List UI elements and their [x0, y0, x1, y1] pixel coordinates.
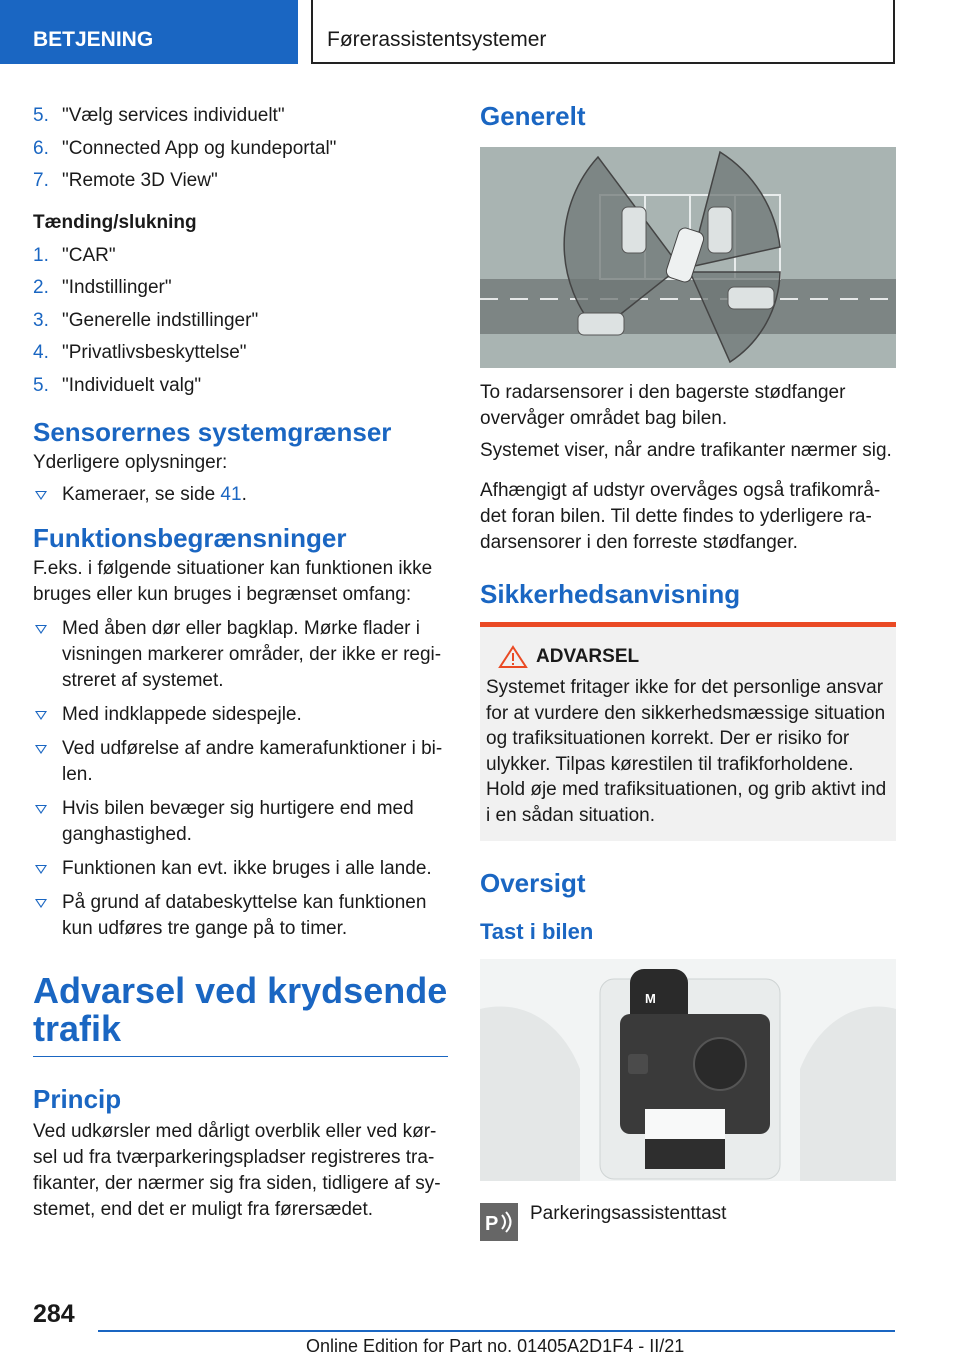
triangle-bullet-icon [35, 865, 47, 874]
list-item: Med indklappede sidespejle. [33, 702, 448, 728]
safety-heading: Sikkerhedsanvisning [480, 579, 741, 609]
footer-divider [98, 1330, 895, 1332]
warning-triangle-icon [498, 645, 528, 669]
parking-button-row [480, 1203, 896, 1241]
list-item: 3. "Generelle indstillinger" [33, 309, 259, 331]
header-chapter-label: Førerassistentsystemer [327, 28, 547, 51]
list-item: Funktionen kan evt. ikke bruges i alle lande. [33, 856, 448, 882]
left-column [33, 100, 448, 1223]
page-link[interactable]: 41 [220, 484, 242, 505]
list-item: Kameraer, se side 41. [33, 482, 448, 508]
triangle-bullet-icon [35, 625, 47, 634]
list-item: På grund af databeskyttelse kan funktionen kun udføres tre gange på to timer. [33, 890, 448, 942]
sensor-limits-list [33, 482, 448, 508]
radar-zones-illustration [480, 147, 896, 368]
triangle-bullet-icon [35, 491, 47, 500]
principle-text: Ved udkørsler med dårligt overblik eller ved kørsel ud fra tværparkeringspladser registreres trafikanter, der nærmer sig fra siden, tidligere af systemet, end det er muligt fra førersædet. [33, 1121, 441, 1220]
list-item: Med åben dør eller bagklap. Mørke flader i visningen markerer områder, der ikke er registreret af systemet. [33, 616, 448, 694]
general-paragraph-3: Afhængigt af udstyr overvåges også trafikområdet foran bilen. Til dette findes to yderligere radarsensorer i den forreste stødfanger. [480, 480, 881, 553]
onoff-subheading: Tænding/slukning [33, 211, 197, 233]
list-item: 7. "Remote 3D View" [33, 170, 218, 191]
header-chapter-tab [311, 0, 895, 64]
list-item: 6. "Connected App og kundeportal" [33, 137, 337, 159]
general-paragraph-2: Systemet viser, når andre trafikanter nærmer sig. [480, 440, 892, 461]
triangle-bullet-icon [35, 745, 47, 754]
svg-text:P: P [485, 1212, 499, 1235]
list-item: Hvis bilen bevæger sig hurtigere end med ganghastighed. [33, 796, 448, 848]
heading-divider [33, 1056, 448, 1057]
parking-assistant-icon [480, 1203, 518, 1241]
general-paragraph-1: To radarsensorer i den bagerste stødfanger overvåger området bag bilen. [480, 382, 846, 429]
list-item: 5. "Vælg services individuelt" [33, 105, 285, 126]
warning-title-row [480, 627, 896, 669]
list-item: 4. "Privatlivsbeskyttelse" [33, 342, 247, 363]
onoff-steps-list [33, 240, 448, 403]
list-item: 1. "CAR" [33, 244, 116, 266]
sensor-limits-heading: Sensorernes systemgrænser [33, 417, 392, 447]
parking-button-label: Parkeringsassistenttast [530, 1202, 727, 1224]
list-item: Ved udførelse af andre kamerafunktioner i bilen. [33, 736, 448, 788]
warning-title: ADVARSEL [536, 646, 640, 667]
overview-heading: Oversigt [480, 867, 586, 898]
principle-heading: Princip [33, 1084, 122, 1114]
function-limits-list [33, 616, 448, 942]
function-limits-heading: Funktionsbegrænsninger [33, 523, 347, 553]
right-column [480, 100, 896, 1241]
general-heading: Generelt [480, 101, 586, 131]
triangle-bullet-icon [35, 899, 47, 908]
settings-steps-list [33, 100, 448, 198]
warning-box [480, 622, 896, 841]
list-item: 5. "Individuelt valg" [33, 374, 202, 396]
sensor-limits-intro: Yderligere oplysninger: [33, 452, 228, 473]
button-heading: Tast i bilen [480, 918, 594, 944]
center-console-photo [480, 959, 896, 1181]
footer-edition: Online Edition for Part no. 01405A2D1F4 - II/21 [306, 1336, 685, 1356]
cross-traffic-heading: Advarsel ved krydsende trafik [33, 970, 448, 1049]
triangle-bullet-icon [35, 711, 47, 720]
page-number: 284 [33, 1300, 75, 1328]
triangle-bullet-icon [35, 805, 47, 814]
list-item: 2. "Indstillinger" [33, 277, 172, 298]
function-limits-intro: F.eks. i følgende situationer kan funktionen ikke bruges eller kun bruges i begrænset omfang: [33, 558, 433, 605]
svg-text:M: M [645, 990, 656, 1006]
header-section-label: BETJENING [33, 28, 154, 51]
header-section-tab [0, 0, 298, 64]
warning-text: Systemet fritager ikke for det personlige ansvar for at vurdere den sikkerhedsmæssige situation og trafiksituationen korrekt. Der er risiko for ulykker. Tilpas kørestilen til trafikforholdene. Hold øje med trafiksituationen, og grib aktivt ind i en sådan situation. [486, 677, 887, 826]
